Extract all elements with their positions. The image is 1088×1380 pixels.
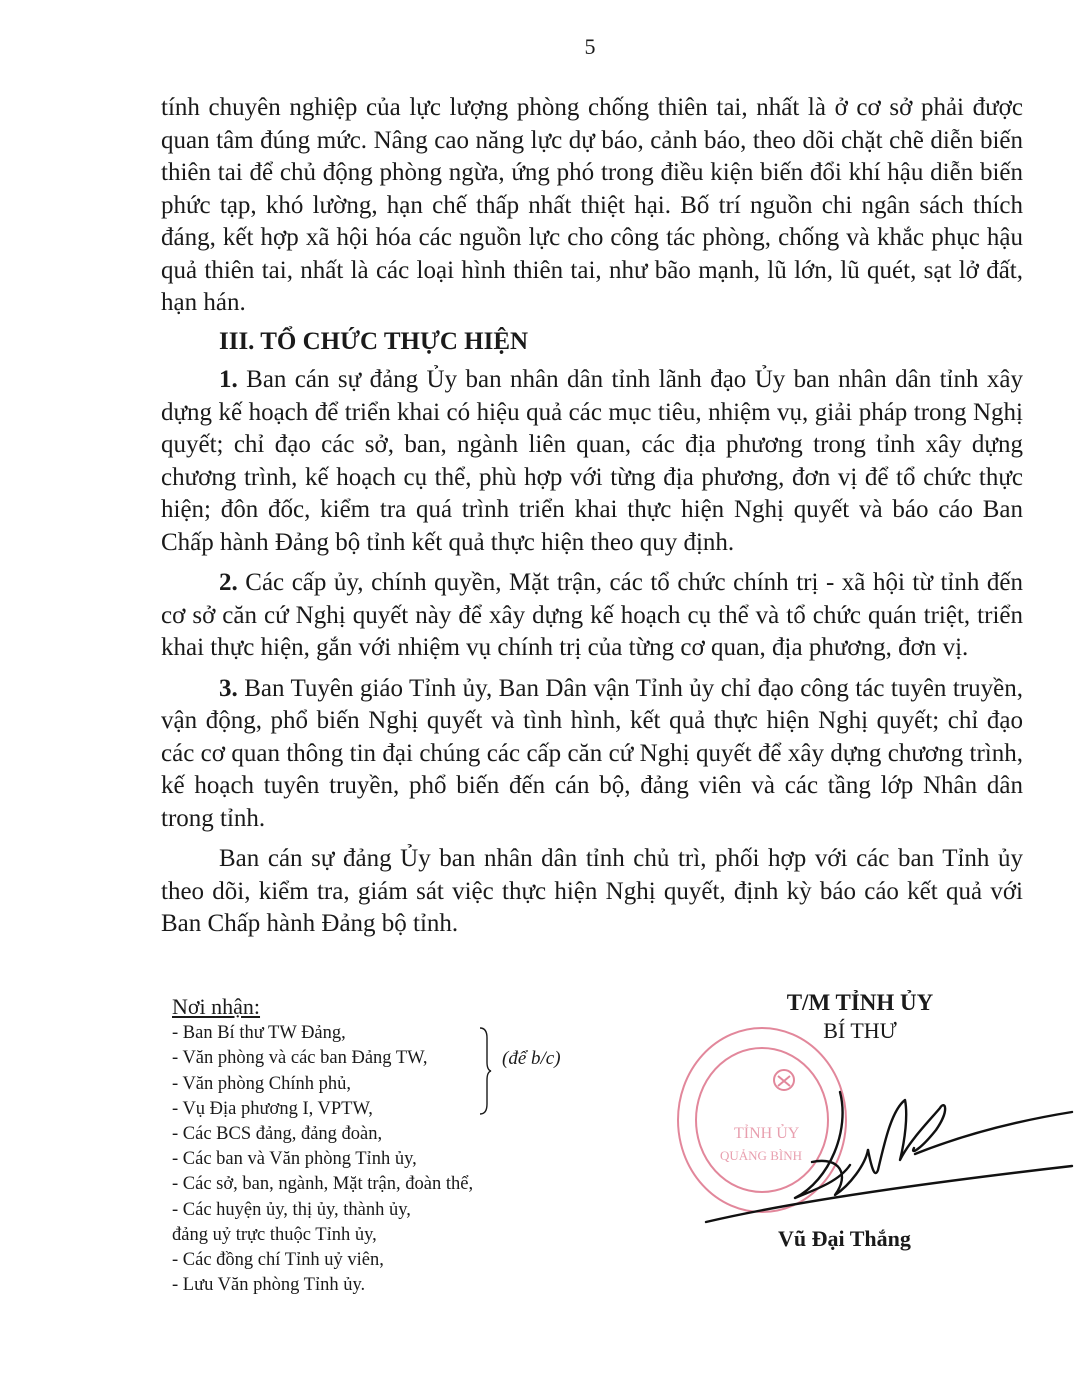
item-1-text: Ban cán sự đảng Ủy ban nhân dân tỉnh lãnh đạo Ủy ban nhân dân tỉnh xây dựng kế hoạch để triển khai có hiệu quả các mục tiêu, nhiệm vụ, giải pháp trong Nghị quyết; chỉ đạo các sở, ban, ngành liên quan, các địa phương trong tỉnh xây dựng chương trình, kế hoạch cụ thể, phù hợp với từng địa phương, đơn vị để tổ chức thực hiện; đôn đốc, kiểm tra quá trình triển khai thực hiện Nghị quyết và báo cáo Ban Chấp hành Đảng bộ tỉnh kết quả thực hiện theo quy định. (161, 366, 1023, 556)
recipient-item: - Các đồng chí Tỉnh uỷ viên, (172, 1250, 384, 1271)
right-brace-icon (478, 1026, 492, 1116)
recipient-item: - Các ban và Văn phòng Tỉnh ủy, (172, 1149, 417, 1170)
recipient-item: - Các sở, ban, ngành, Mặt trận, đoàn thể, (172, 1174, 474, 1195)
recipients-list (172, 994, 632, 1298)
document-body (161, 92, 1023, 941)
signer-role: BÍ THƯ (823, 1018, 897, 1043)
recipient-item: đảng uỷ trực thuộc Tỉnh ủy, (172, 1224, 377, 1245)
item-3-paragraph (161, 673, 1023, 836)
svg-text:TỈNH ỦY: TỈNH ỦY (734, 1125, 800, 1142)
signature-block (760, 990, 960, 1044)
recipient-item: - Các BCS đảng, đảng đoàn, (172, 1124, 383, 1145)
item-2-text: Các cấp ủy, chính quyền, Mặt trận, các tổ chức chính trị - xã hội từ tỉnh đến cơ sở căn cứ Nghị quyết này để xây dựng kế hoạch cụ thể và tổ chức quán triệt, triển khai thực hiện, gắn với nhiệm vụ chính trị của từng cơ quan, địa phương, đơn vị. (161, 569, 1023, 661)
item-2-paragraph (161, 567, 1023, 665)
recipient-item: - Văn phòng và các ban Đảng TW, (172, 1048, 428, 1069)
section-heading: III. TỔ CHỨC THỰC HIỆN (219, 327, 529, 355)
signer-name: Vũ Đại Thắng (778, 1226, 911, 1251)
recipient-item: - Văn phòng Chính phủ, (172, 1073, 352, 1094)
recipient-item: - Các huyện ủy, thị ủy, thành ủy, (172, 1199, 411, 1220)
recipients-title: Nơi nhận: (172, 994, 261, 1019)
svg-text:QUẢNG BÌNH: QUẢNG BÌNH (720, 1148, 802, 1163)
handwritten-signature-icon (700, 1070, 1080, 1240)
item-3-text: Ban Tuyên giáo Tỉnh ủy, Ban Dân vận Tỉnh ủy chỉ đạo công tác tuyên truyền, vận động, phổ biến Nghị quyết và tình hình, kết quả thực hiện Nghị quyết; chỉ đạo các cơ quan thông tin đại chúng các cấp căn cứ Nghị quyết để xây dựng chương trình, kế hoạch tuyên truyền, phổ biến đến cán bộ, đảng viên và các tầng lớp Nhân dân trong tỉnh. (161, 674, 1023, 832)
item-3-number: 3. (219, 674, 238, 702)
recipient-item: - Ban Bí thư TW Đảng, (172, 1023, 346, 1044)
recipient-item: - Lưu Văn phòng Tỉnh ủy. (172, 1275, 366, 1296)
signing-organization: T/M TỈNH ỦY (786, 990, 934, 1015)
intro-paragraph: tính chuyên nghiệp của lực lượng phòng chống thiên tai, nhất là ở cơ sở phải được quan tâm đúng mức. Nâng cao năng lực dự báo, cảnh báo, theo dõi chặt chẽ diễn biến thiên tai để chủ động phòng ngừa, ứng phó trong điều kiện biến đổi khí hậu diễn biến phức tạp, khó lường, hạn chế thấp nhất thiệt hại. Bố trí nguồn chi ngân sách thích đáng, kết hợp xã hội hóa các nguồn lực cho công tác phòng, chống và khắc phục hậu quả thiên tai, nhất là các loại hình thiên tai, như bão mạnh, lũ lớn, lũ quét, sạt lở đất, hạn hán. (161, 94, 1023, 316)
item-1-number: 1. (219, 366, 238, 393)
item-1-paragraph (161, 364, 1023, 559)
item-2-number: 2. (219, 569, 238, 596)
closing-paragraph: Ban cán sự đảng Ủy ban nhân dân tỉnh chủ trì, phối hợp với các ban Tỉnh ủy theo dõi, kiểm tra, giám sát việc thực hiện Nghị quyết, định kỳ báo cáo kết quả với Ban Chấp hành Đảng bộ tỉnh. (161, 845, 1023, 937)
page-number: 5 (584, 34, 596, 59)
recipient-item: - Vụ Địa phương I, VPTW, (172, 1098, 373, 1119)
brace-note: (để b/c) (502, 1048, 561, 1069)
